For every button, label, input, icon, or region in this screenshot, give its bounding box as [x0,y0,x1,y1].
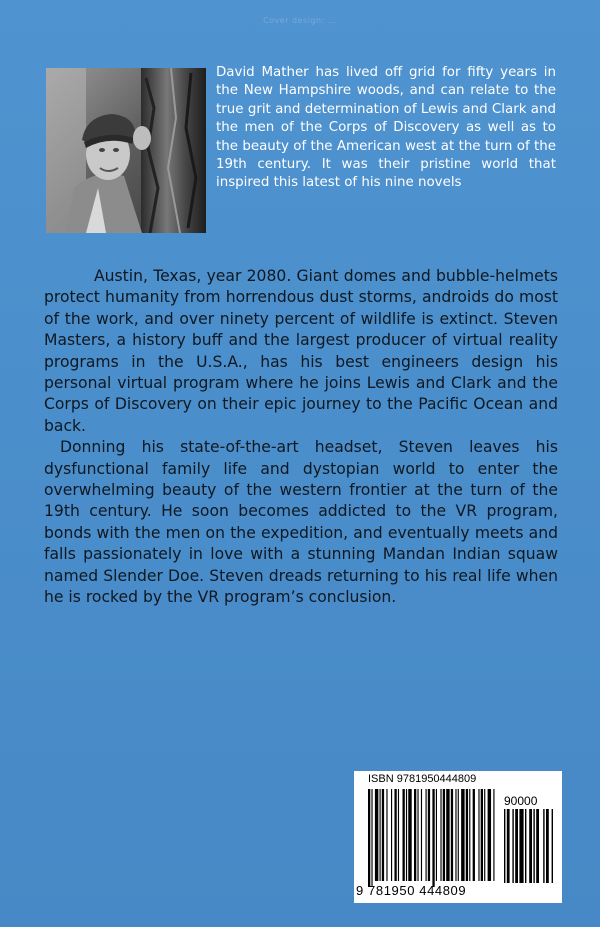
barcode-digits: 9 781950 444809 [356,883,467,898]
author-photo-image [46,68,206,233]
price-code: 90000 [504,794,538,808]
blurb-paragraph: Austin, Texas, year 2080. Giant domes and bubble-helmets protect humanity from horrendous dust storms, androids do most of the work, and over ninety percent of wildlife is extinct. Steven Masters, a history buff and the largest producer of virtual reality programs in the U.S.A., has his best engineers design his personal virtual program where he joins Lewis and Clark and the Corps of Discovery on their epic journey to the Pacific Ocean and back. [44,267,558,435]
author-bio: David Mather has lived off grid for fifty years in the New Hampshire woods, and can relate to the true grit and determination of Lewis and Clark and the men of the Corps of Discovery as well as to the beauty of the American west at the turn of the 19th century. It was their pristine world that inspired this latest of his nine novels [216,65,556,191]
author-photo [46,68,206,233]
isbn-label: ISBN 9781950444809 [368,773,477,785]
top-credit-text: Cover design: ... [263,16,337,25]
barcode-box [354,771,562,903]
blurb-paragraph: Donning his state-of-the-art headset, Steven leaves his dysfunctional family life and dystopian world to enter the overwhelming beauty of the western frontier at the turn of the 19th century. He soon becomes addicted to the VR program, bonds with the men on the expedition, and eventually meets and falls passionately in love with a stunning Mandan Indian squaw named Slender Doe. Steven dreads returning to his real life when he is rocked by the VR program’s conclusion. [44,438,558,607]
book-blurb [44,266,558,609]
